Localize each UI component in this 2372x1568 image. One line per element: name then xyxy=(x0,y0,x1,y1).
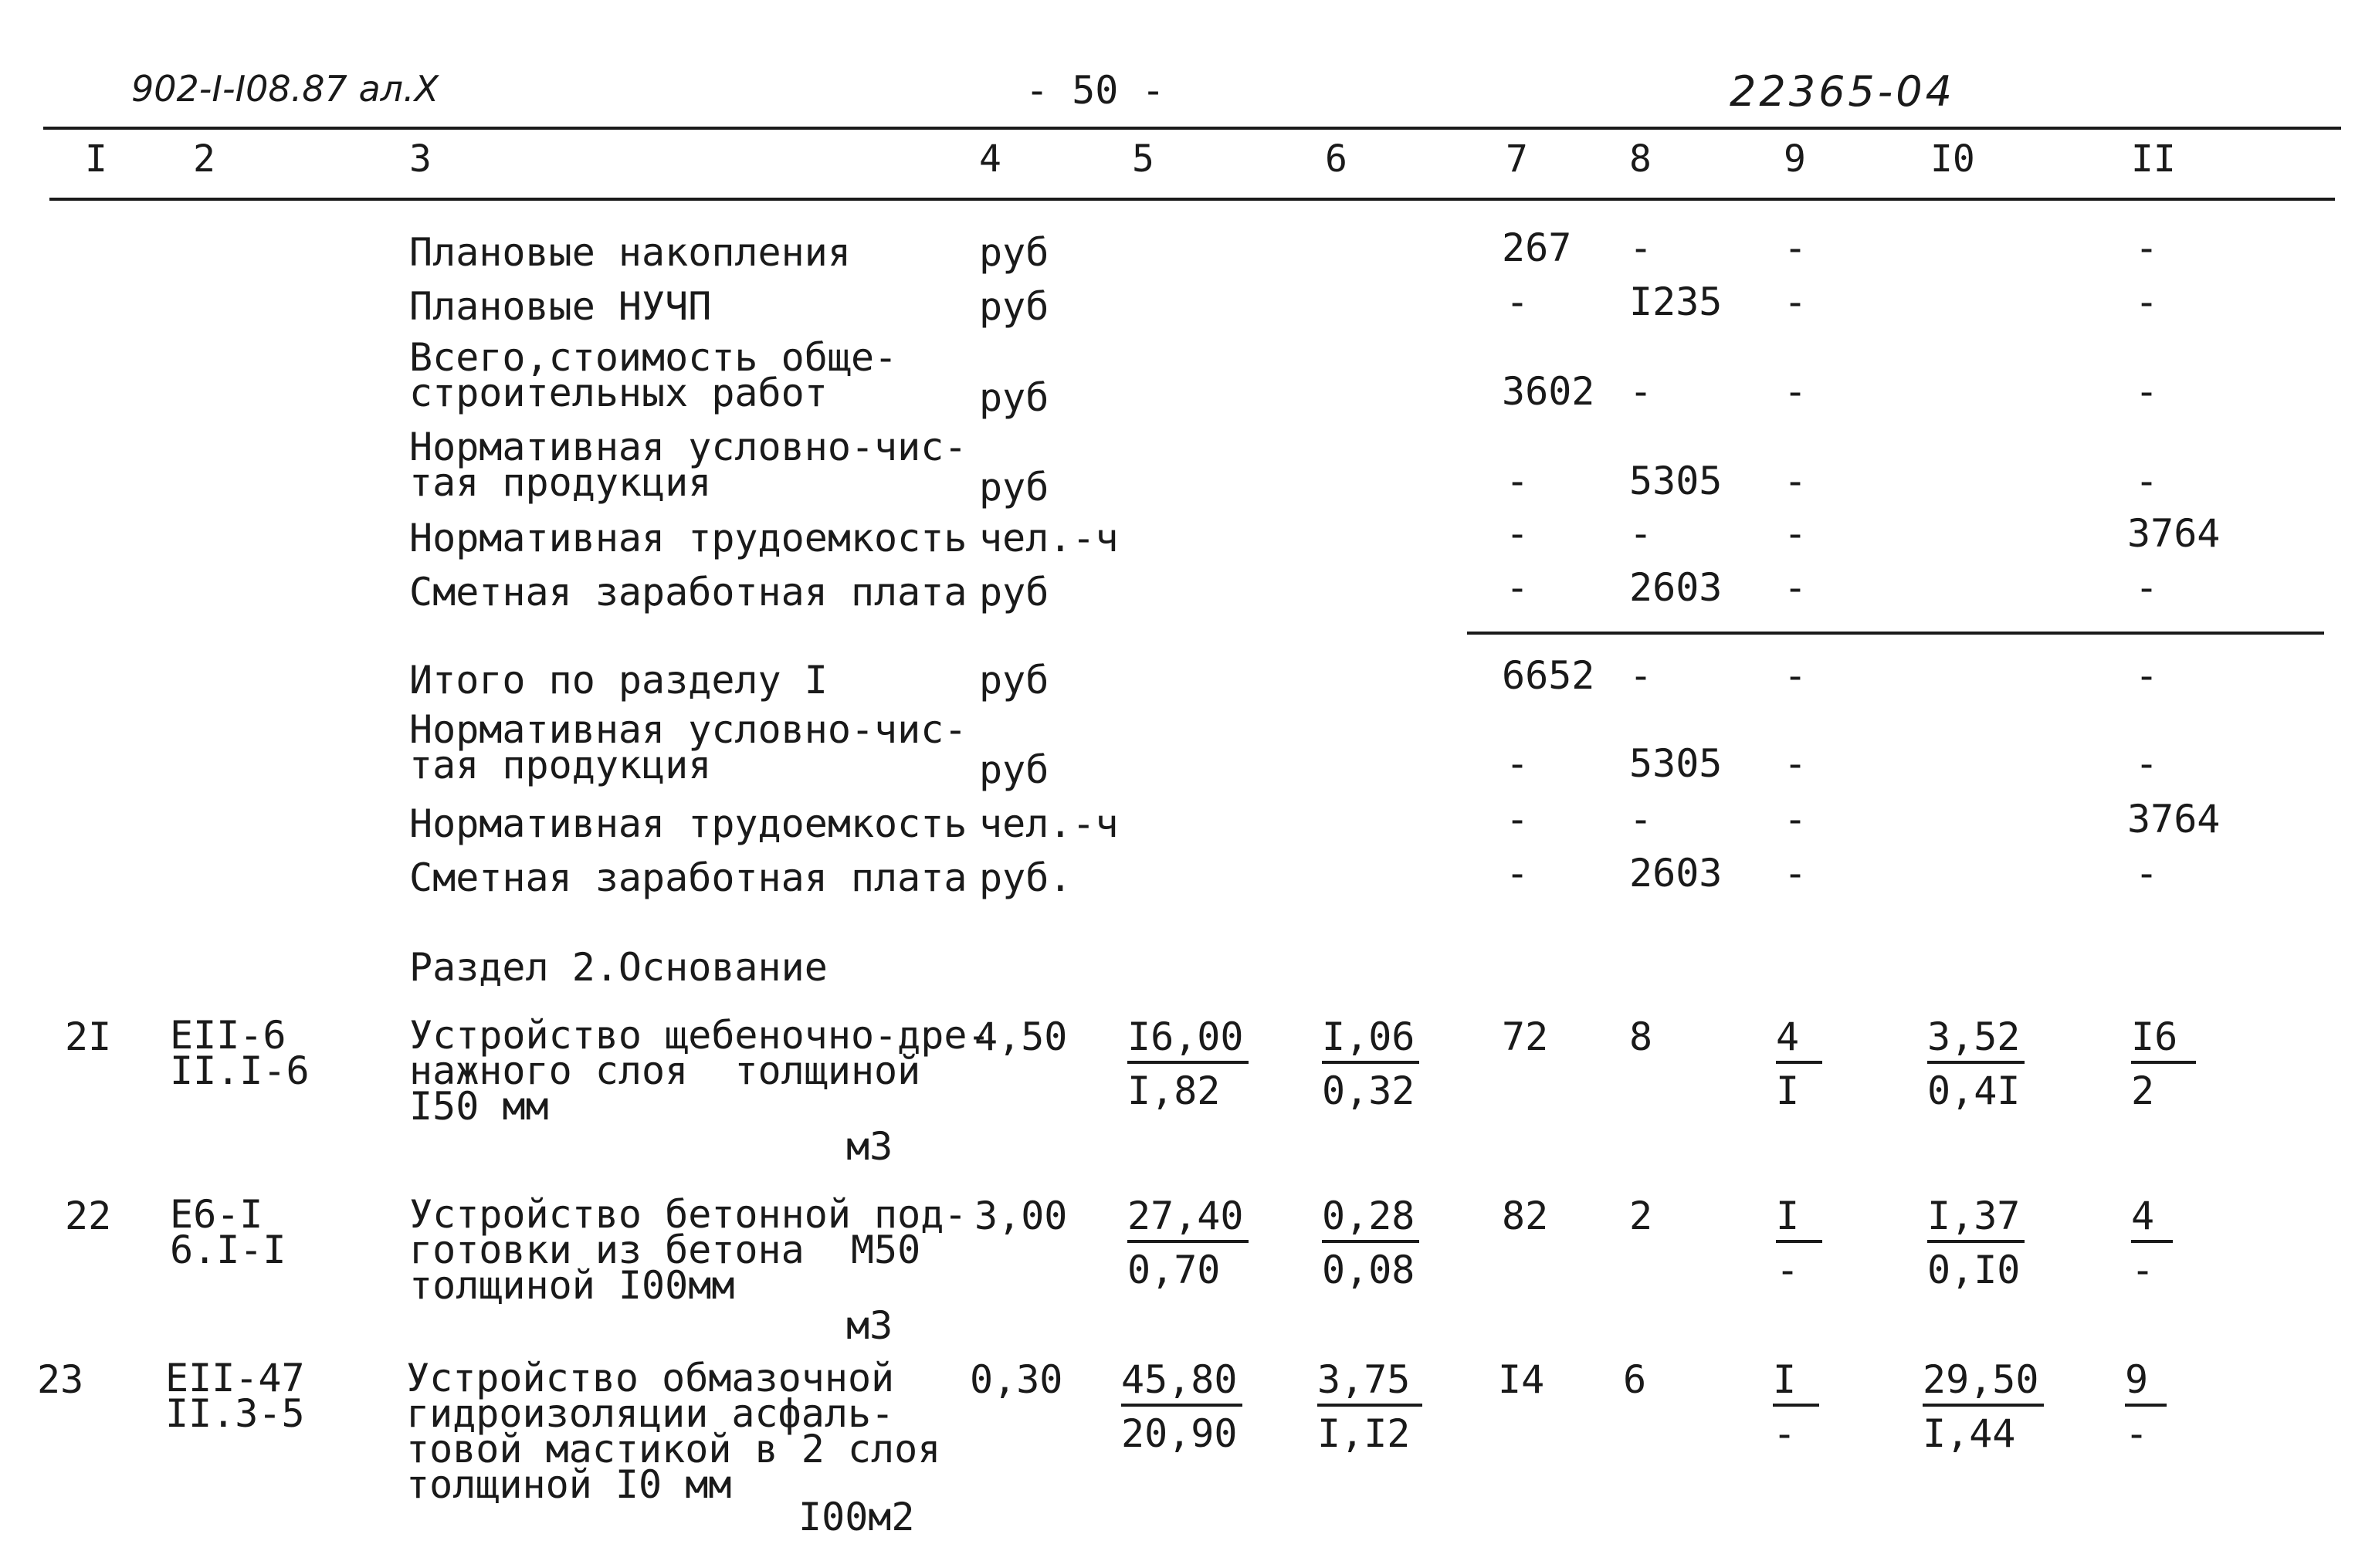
summary-row-col9: - xyxy=(1784,369,1808,414)
fraction-numerator: I6,00 xyxy=(1127,1018,1249,1064)
item-col11-fraction xyxy=(2125,1357,2167,1456)
fraction-numerator: I,37 xyxy=(1927,1197,2025,1243)
summary-row-col7: 3602 xyxy=(1502,369,1595,414)
summary-row-unit: руб xyxy=(979,284,1049,329)
fraction-numerator: 27,40 xyxy=(1127,1197,1249,1243)
summary-row-col8: - xyxy=(1629,511,1653,556)
summary-row-col8: 5305 xyxy=(1629,459,1723,503)
fraction-numerator: I xyxy=(1773,1360,1819,1407)
summary-row-col8: - xyxy=(1629,797,1653,842)
summary-row-col7: 6652 xyxy=(1502,653,1595,698)
summary-row-col7: - xyxy=(1506,279,1530,324)
summary-row-unit: руб xyxy=(979,375,1049,420)
summary-row-unit: чел.-ч xyxy=(979,801,1119,846)
column-header-1: I xyxy=(85,137,107,181)
column-header-10: I0 xyxy=(1930,137,1975,181)
section-title: Раздел 2.Основание xyxy=(409,945,828,990)
summary-row-col9: - xyxy=(1784,653,1808,698)
summary-row-col11: - xyxy=(2135,225,2159,270)
item-description: Устройство бетонной под- готовки из бетона М50 толщиной I00мм xyxy=(409,1192,967,1308)
summary-row-unit: руб xyxy=(979,747,1049,792)
fraction-numerator: 9 xyxy=(2125,1360,2167,1407)
summary-row-col11: - xyxy=(2135,851,2159,896)
summary-row-col11: - xyxy=(2135,369,2159,414)
fraction-numerator: I6 xyxy=(2131,1018,2196,1064)
item-measure-unit: I00м2 xyxy=(798,1495,915,1539)
fraction-numerator: 3,75 xyxy=(1317,1360,1422,1407)
summary-row-col8: - xyxy=(1629,225,1653,270)
fraction-numerator: I,06 xyxy=(1322,1018,1419,1064)
item-col8: 6 xyxy=(1623,1357,1647,1402)
fraction-denominator: I xyxy=(1776,1068,1800,1113)
summary-row-col8: 2603 xyxy=(1629,565,1723,610)
summary-row-name: Нормативная условно-чис- тая продукция xyxy=(409,707,967,787)
fraction-denominator: 0,08 xyxy=(1322,1248,1415,1292)
summary-row-name: Плановые НУЧП xyxy=(409,284,712,329)
fraction-numerator: 4 xyxy=(2131,1197,2173,1243)
item-col10-fraction xyxy=(1923,1357,2044,1456)
fraction-denominator: - xyxy=(2131,1248,2155,1292)
summary-row-unit: руб xyxy=(979,230,1049,275)
fraction-denominator: 20,90 xyxy=(1121,1411,1238,1456)
summary-row-name: Плановые накопления xyxy=(409,230,851,275)
item-description: Устройство щебеночно-дре- нажного слоя толщиной I50 мм xyxy=(409,1013,991,1129)
item-col7: I4 xyxy=(1498,1357,1545,1402)
item-code: EII-47 II.3-5 xyxy=(165,1356,305,1436)
summary-row-unit: чел.-ч xyxy=(979,516,1119,560)
summary-row-col11: 3764 xyxy=(2127,797,2221,842)
fraction-denominator: 2 xyxy=(2131,1068,2155,1113)
summary-row-unit: руб xyxy=(979,570,1049,615)
item-quantity: 3,00 xyxy=(974,1194,1068,1238)
summary-row-col7: - xyxy=(1506,459,1530,503)
fraction-denominator: 0,70 xyxy=(1127,1248,1221,1292)
document-code: 902-I-I08.87 ал.X xyxy=(131,68,439,110)
summary-row-col9: - xyxy=(1784,459,1808,503)
item-col9-fraction xyxy=(1773,1357,1819,1456)
summary-row-name: Нормативная трудоемкость xyxy=(409,516,967,560)
fraction-numerator: 4 xyxy=(1776,1018,1822,1064)
summary-row-col7: - xyxy=(1506,741,1530,786)
fraction-denominator: 0,I0 xyxy=(1927,1248,2021,1292)
item-code: E6-I 6.I-I xyxy=(170,1192,286,1272)
summary-row-col9: - xyxy=(1784,741,1808,786)
item-quantity: 0,30 xyxy=(970,1357,1063,1402)
summary-row-col8: - xyxy=(1629,369,1653,414)
summary-row-name: Сметная заработная плата xyxy=(409,855,967,900)
fraction-denominator: 0,4I xyxy=(1927,1068,2021,1113)
header-top-rule xyxy=(43,127,2341,130)
fraction-denominator: I,82 xyxy=(1127,1068,1221,1113)
item-col9-fraction xyxy=(1776,1014,1822,1113)
summary-row-unit: руб. xyxy=(979,855,1072,900)
fraction-numerator: 45,80 xyxy=(1121,1360,1242,1407)
column-header-9: 9 xyxy=(1784,137,1806,181)
summary-row-col11: - xyxy=(2135,279,2159,324)
summary-row-col9: - xyxy=(1784,225,1808,270)
item-col6-fraction xyxy=(1322,1014,1419,1113)
summary-row-col11: 3764 xyxy=(2127,511,2221,556)
item-col9-fraction xyxy=(1776,1194,1822,1292)
summary-row-name: Нормативная трудоемкость xyxy=(409,801,967,846)
item-description: Устройство обмазочной гидроизоляции асфаль- товой мастикой в 2 слоя толщиной I0 мм xyxy=(406,1356,941,1507)
summary-row-name: Нормативная условно-чис- тая продукция xyxy=(409,425,967,505)
header-bottom-rule xyxy=(49,198,2335,201)
column-header-5: 5 xyxy=(1132,137,1154,181)
fraction-numerator: I xyxy=(1776,1197,1822,1243)
summary-row-col9: - xyxy=(1784,279,1808,324)
fraction-denominator: - xyxy=(2125,1411,2149,1456)
item-number: 2I xyxy=(65,1014,112,1059)
column-header-4: 4 xyxy=(979,137,1001,181)
column-header-11: II xyxy=(2131,137,2176,181)
item-col7: 72 xyxy=(1502,1014,1549,1059)
item-col11-fraction xyxy=(2131,1194,2173,1292)
summary-row-col9: - xyxy=(1784,797,1808,842)
summary-row-col11: - xyxy=(2135,741,2159,786)
summary-row-col9: - xyxy=(1784,565,1808,610)
item-col5-fraction xyxy=(1127,1194,1249,1292)
summary-row-name: Сметная заработная плата xyxy=(409,570,967,615)
item-col8: 8 xyxy=(1629,1014,1653,1059)
summary-row-col11: - xyxy=(2135,653,2159,698)
summary-row-col8: I235 xyxy=(1629,279,1723,324)
item-col10-fraction xyxy=(1927,1014,2025,1113)
fraction-numerator: 0,28 xyxy=(1322,1197,1419,1243)
summary-row-col11: - xyxy=(2135,459,2159,503)
summary-row-col9: - xyxy=(1784,851,1808,896)
summary-row-name: Итого по разделу I xyxy=(409,658,828,703)
fraction-denominator: - xyxy=(1773,1411,1797,1456)
fraction-numerator: 29,50 xyxy=(1923,1360,2044,1407)
item-number: 23 xyxy=(37,1357,84,1402)
item-col7: 82 xyxy=(1502,1194,1549,1238)
fraction-denominator: - xyxy=(1776,1248,1800,1292)
item-col5-fraction xyxy=(1127,1014,1249,1113)
item-quantity: 4,50 xyxy=(974,1014,1068,1059)
item-col6-fraction xyxy=(1322,1194,1419,1292)
column-header-7: 7 xyxy=(1506,137,1528,181)
item-col8: 2 xyxy=(1629,1194,1653,1238)
item-col6-fraction xyxy=(1317,1357,1422,1456)
page-number: - 50 - xyxy=(1025,68,1165,113)
fraction-denominator: 0,32 xyxy=(1322,1068,1415,1113)
summary-row-unit: руб xyxy=(979,465,1049,510)
item-measure-unit: м3 xyxy=(846,1303,893,1348)
summary-row-col8: 5305 xyxy=(1629,741,1723,786)
item-col10-fraction xyxy=(1927,1194,2025,1292)
item-col5-fraction xyxy=(1121,1357,1242,1456)
summary-row-unit: руб xyxy=(979,658,1049,703)
fraction-numerator: 3,52 xyxy=(1927,1018,2025,1064)
column-header-6: 6 xyxy=(1325,137,1347,181)
summary-row-col7: - xyxy=(1506,511,1530,556)
item-code: EII-6 II.I-6 xyxy=(170,1013,310,1093)
subtotal-rule xyxy=(1467,632,2324,635)
fraction-denominator: I,44 xyxy=(1923,1411,2016,1456)
summary-row-col8: 2603 xyxy=(1629,851,1723,896)
summary-row-col9: - xyxy=(1784,511,1808,556)
item-number: 22 xyxy=(65,1194,112,1238)
summary-row-col7: - xyxy=(1506,797,1530,842)
summary-row-col7: - xyxy=(1506,851,1530,896)
document-number: 22365-04 xyxy=(1730,67,1955,116)
summary-row-name: Всего,стоимость обще- строительных работ xyxy=(409,335,898,415)
fraction-denominator: I,I2 xyxy=(1317,1411,1411,1456)
summary-row-col7: - xyxy=(1506,565,1530,610)
item-measure-unit: м3 xyxy=(846,1124,893,1169)
summary-row-col11: - xyxy=(2135,565,2159,610)
summary-row-col7: 267 xyxy=(1502,225,1572,270)
column-header-3: 3 xyxy=(409,137,432,181)
column-header-2: 2 xyxy=(193,137,215,181)
summary-row-col8: - xyxy=(1629,653,1653,698)
item-col11-fraction xyxy=(2131,1014,2196,1113)
column-header-8: 8 xyxy=(1629,137,1652,181)
